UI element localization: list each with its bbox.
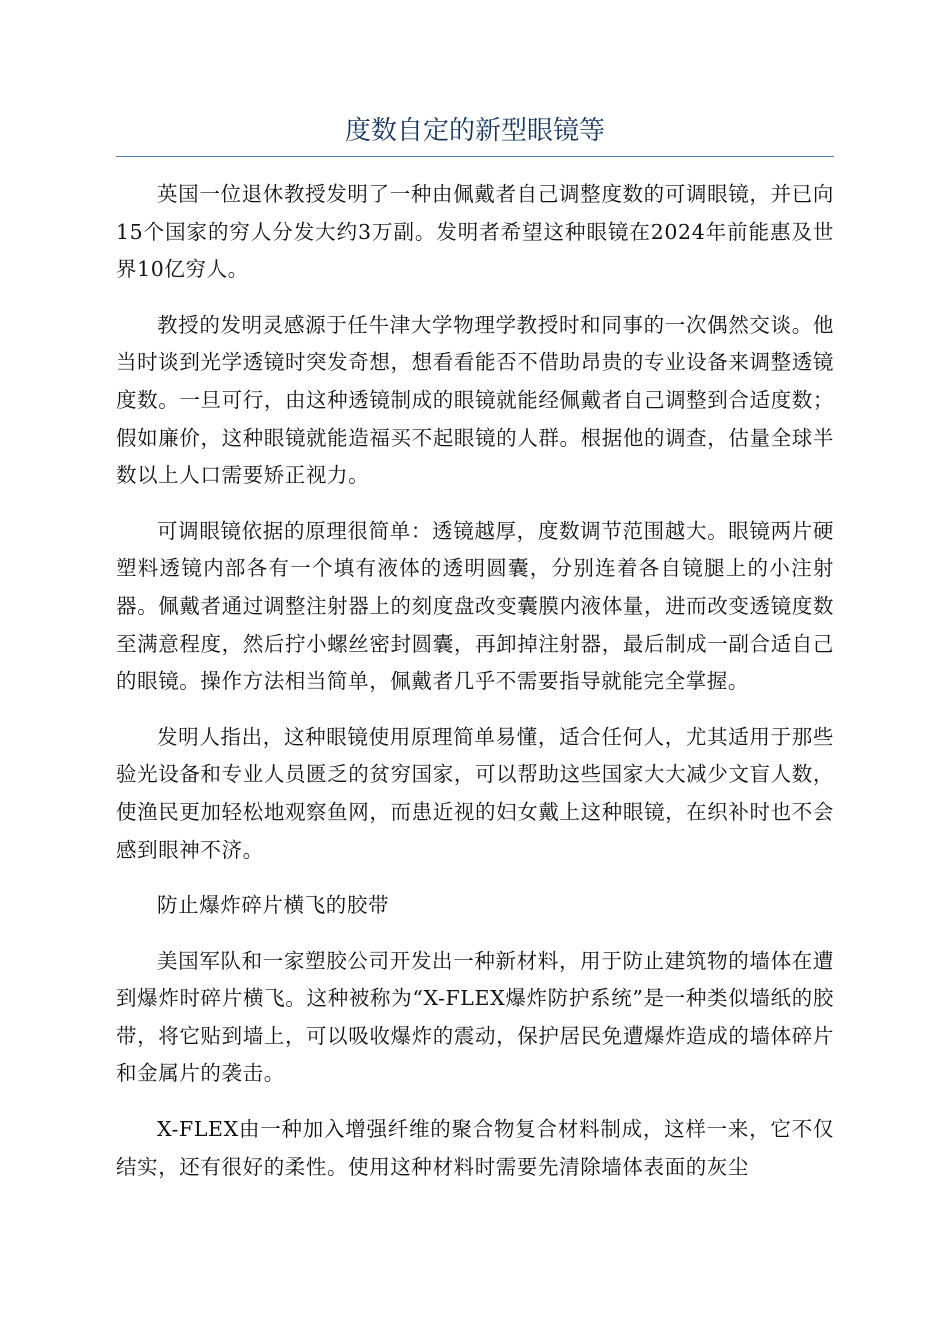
paragraph-1: 英国一位退休教授发明了一种由佩戴者自己调整度数的可调眼镜，并已向15个国家的穷人分发大约3万副。发明者希望这种眼镜在2024年前能惠及世界10亿穷人。: [116, 182, 834, 282]
paragraph-3: 可调眼镜依据的原理很简单：透镜越厚，度数调节范围越大。眼镜两片硬塑料透镜内部各有一个填有液体的透明圆囊，分别连着各自镜腿上的小注射器。佩戴者通过调整注射器上的刻度盘改变囊膜内液体量，进而改变透镜度数至满意程度，然后拧小螺丝密封圆囊，再卸掉注射器，最后制成一副合适自己的眼镜。操作方法相当简单，佩戴者几乎不需要指导就能完全掌握。: [116, 518, 834, 694]
paragraph-5: 美国军队和一家塑胶公司开发出一种新材料，用于防止建筑物的墙体在遭到爆炸时碎片横飞。这种被称为“X-FLEX爆炸防护系统”是一种类似墙纸的胶带，将它贴到墙上，可以吸收爆炸的震动，保护居民免遭爆炸造成的墙体碎片和金属片的袭击。: [116, 948, 834, 1086]
paragraph-4: 发明人指出，这种眼镜使用原理简单易懂，适合任何人，尤其适用于那些验光设备和专业人员匮乏的贫穷国家，可以帮助这些国家大大减少文盲人数，使渔民更加轻松地观察鱼网，而患近视的妇女戴上这种眼镜，在织补时也不会感到眼神不济。: [116, 724, 834, 862]
article-body: [116, 176, 834, 1204]
section-subheading: 防止爆炸碎片横飞的胶带: [157, 893, 390, 918]
paragraph-2: 教授的发明灵感源于任牛津大学物理学教授时和同事的一次偶然交谈。他当时谈到光学透镜时突发奇想，想看看能否不借助昂贵的专业设备来调整透镜度数。一旦可行，由这种透镜制成的眼镜就能经佩戴者自己调整到合适度数；假如廉价，这种眼镜就能造福买不起眼镜的人群。根据他的调查，估量全球半数以上人口需要矫正视力。: [116, 312, 834, 488]
page-title: 度数自定的新型眼镜等: [344, 116, 605, 146]
paragraph-6: X-FLEX由一种加入增强纤维的聚合物复合材料制成，这样一来，它不仅结实，还有很好的柔性。使用这种材料时需要先清除墙体表面的灰尘: [116, 1117, 834, 1179]
title-block: [116, 112, 834, 157]
